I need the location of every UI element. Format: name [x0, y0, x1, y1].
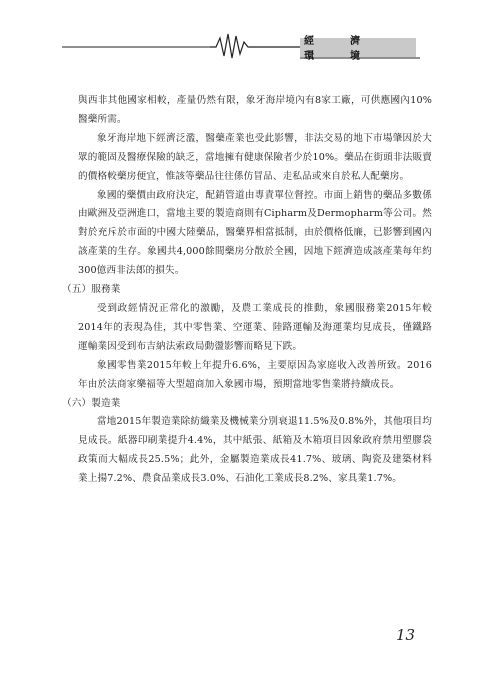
paragraph-5: 象國零售業2015年較上年提升6.6%，主要原因為家庭收入改善所致。2016年由於法商家樂福等大型超商加入象國市場，預期當地零售業將持續成長。 — [78, 359, 432, 390]
section-heading-manufacturing: （六）製造業 — [62, 397, 121, 409]
paragraph-2: 象牙海岸地下經濟泛濫，醫藥產業也受此影響，非法交易的地下市場肇因於大眾的範固及醫療保險的缺乏，當地擁有健康保險者少於10%。藥品在街頭非法販賣的價格較藥房便宜，惟該等藥品往往係仿冒品、走私品或來自於私人配藥房。 — [78, 132, 432, 182]
paragraph-3: 象國的藥價由政府決定，配銷管道由專責單位督控。市面上銷售的藥品多數係由歐洲及亞洲進口，當地主要的製造商則有Cipharm及Dermopharm等公司。然對於充斥於市面的中國大陸藥品，醫藥界相當抵制，由於價格低廉，已影響到國內該產業的生存。象國共4,000餘間藥房分散於全國，因地下經濟造成該產業每年約300億西非法郎的損失。 — [78, 189, 432, 277]
article-body — [62, 92, 432, 489]
page-number: 13 — [396, 626, 416, 644]
section-heading-services: （五）服務業 — [62, 284, 121, 296]
header-title: 經 濟 環 境 — [304, 36, 396, 62]
page-header — [0, 0, 480, 70]
paragraph-6: 當地2015年製造業除紡織業及機械業分別衰退11.5%及0.8%外，其他項目均見成長。紙器印刷業提升4.4%，其中紙張、紙箱及木箱項目因象政府禁用塑膠袋政策而大幅成長25.5%；此外，金屬製造業成長41.7%、玻璃、陶瓷及建築材料業上揚7.2%、農食品業成長3.0%、石油化工業成長8.2%、家具業1.7%。 — [78, 416, 432, 485]
paragraph-1: 與西非其他國家相較，產量仍然有限，象牙海岸境內有8家工廠，可供應國內10%醫藥所需。 — [78, 95, 432, 125]
paragraph-4: 受到政經情況正常化的激勵，及農工業成長的推動，象國服務業2015年較2014年的表現為佳，其中零售業、空運業、陸路運輸及海運業均見成長，僅鐵路運輸業因受到布吉納法索政局動盪影響而略見下跌。 — [78, 302, 432, 352]
